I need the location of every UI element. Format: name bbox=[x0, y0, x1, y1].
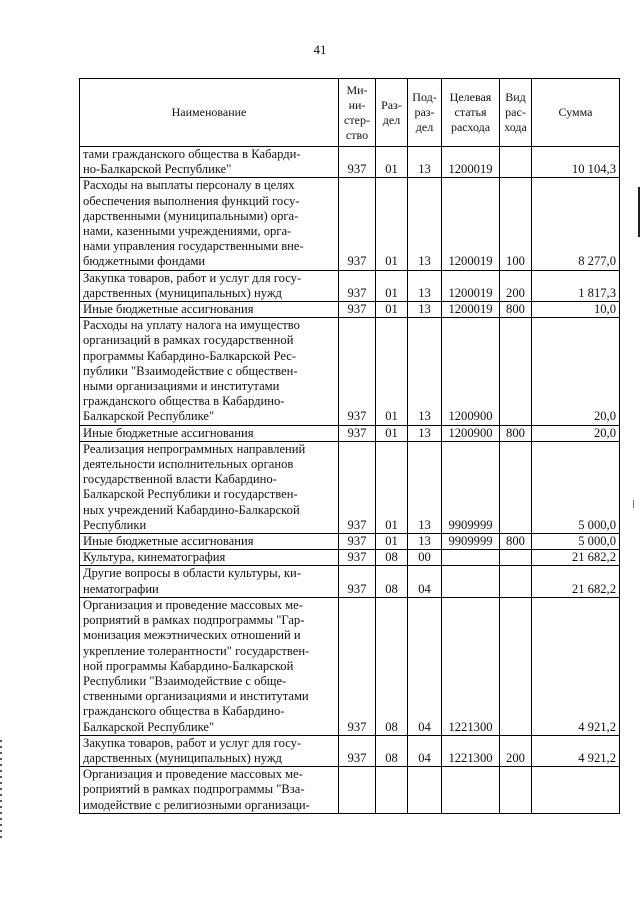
scan-edge-marks bbox=[0, 740, 2, 840]
row-expense-type bbox=[500, 550, 532, 566]
row-ministry: 937 bbox=[339, 270, 376, 301]
row-ministry: 937 bbox=[339, 441, 376, 533]
row-name: Организация и проведение массовых ме- роприятий в рамках подпрограммы "Гар- монизация межэтнических отношений и укрепление толерантности" государствен- ной программы Кабардино-Балкарской Республики "Взаимодействие с обще- ственными организациями и институтами гражданского общества в Кабардино- Балкарской Республике" bbox=[80, 597, 339, 735]
row-ministry: 937 bbox=[339, 534, 376, 550]
row-subsection: 04 bbox=[408, 566, 442, 597]
row-ministry: 937 bbox=[339, 302, 376, 318]
row-target-article: 1221300 bbox=[442, 597, 500, 735]
row-name: Организация и проведение массовых ме- роприятий в рамках подпрограммы "Вза- имодействие с религиозными организаци- bbox=[80, 767, 339, 814]
row-ministry bbox=[339, 767, 376, 814]
table-row bbox=[80, 147, 620, 178]
row-sum: 8 277,0 bbox=[532, 178, 620, 270]
row-name: Реализация непрограммных направлений деятельности исполнительных органов государственной власти Кабардино- Балкарской Республики и государствен- ных учреждений Кабардино-Балкарской Республики bbox=[80, 441, 339, 533]
row-target-article bbox=[442, 767, 500, 814]
table-row bbox=[80, 441, 620, 533]
table-row bbox=[80, 767, 620, 814]
row-target-article: 1200900 bbox=[442, 425, 500, 441]
row-sum: 5 000,0 bbox=[532, 441, 620, 533]
row-sum: 4 921,2 bbox=[532, 735, 620, 766]
row-sum: 21 682,2 bbox=[532, 566, 620, 597]
row-sum: 4 921,2 bbox=[532, 597, 620, 735]
table-row bbox=[80, 566, 620, 597]
row-subsection: 04 bbox=[408, 735, 442, 766]
row-name: Расходы на уплату налога на имущество организаций в рамках государственной программы Кабардино-Балкарской Рес- публики "Взаимодействие с обществен- ными организациями и институтами гражданского общества в Кабардино- Балкарской Республике" bbox=[80, 318, 339, 425]
page-number: 41 bbox=[313, 42, 327, 57]
row-section: 08 bbox=[376, 597, 408, 735]
row-target-article: 1221300 bbox=[442, 735, 500, 766]
row-name: Иные бюджетные ассигнования bbox=[80, 534, 339, 550]
header-subsection: Под- раз- дел bbox=[408, 79, 442, 147]
row-expense-type bbox=[500, 767, 532, 814]
row-section: 01 bbox=[376, 318, 408, 425]
header-expense-type: Вид рас- хода bbox=[500, 79, 532, 147]
row-target-article: 1200019 bbox=[442, 302, 500, 318]
row-sum: 10,0 bbox=[532, 302, 620, 318]
row-expense-type: 200 bbox=[500, 735, 532, 766]
row-section: 01 bbox=[376, 270, 408, 301]
row-section: 01 bbox=[376, 302, 408, 318]
row-expense-type: 100 bbox=[500, 178, 532, 270]
row-ministry: 937 bbox=[339, 425, 376, 441]
row-sum: 20,0 bbox=[532, 425, 620, 441]
row-ministry: 937 bbox=[339, 550, 376, 566]
row-section: 01 bbox=[376, 147, 408, 178]
row-sum: 1 817,3 bbox=[532, 270, 620, 301]
row-name: Иные бюджетные ассигнования bbox=[80, 425, 339, 441]
row-subsection: 00 bbox=[408, 550, 442, 566]
row-target-article: 9909999 bbox=[442, 441, 500, 533]
row-sum bbox=[532, 767, 620, 814]
row-target-article: 9909999 bbox=[442, 534, 500, 550]
row-ministry: 937 bbox=[339, 147, 376, 178]
table-body bbox=[80, 147, 620, 814]
row-ministry: 937 bbox=[339, 735, 376, 766]
budget-table bbox=[79, 78, 620, 814]
row-subsection bbox=[408, 767, 442, 814]
row-ministry: 937 bbox=[339, 318, 376, 425]
header-section: Раз- дел bbox=[376, 79, 408, 147]
header-sum: Сумма bbox=[532, 79, 620, 147]
row-target-article: 1200019 bbox=[442, 147, 500, 178]
table-row bbox=[80, 425, 620, 441]
table-row bbox=[80, 270, 620, 301]
table-row bbox=[80, 597, 620, 735]
table-row bbox=[80, 534, 620, 550]
table-row bbox=[80, 735, 620, 766]
row-target-article: 1200019 bbox=[442, 178, 500, 270]
row-expense-type bbox=[500, 441, 532, 533]
header-target-article: Целевая статья расхода bbox=[442, 79, 500, 147]
row-name: тами гражданского общества в Кабарди- но-Балкарской Республике" bbox=[80, 147, 339, 178]
row-subsection: 13 bbox=[408, 147, 442, 178]
row-sum: 10 104,3 bbox=[532, 147, 620, 178]
row-name: Закупка товаров, работ и услуг для госу- дарственных (муниципальных) нужд bbox=[80, 270, 339, 301]
row-sum: 21 682,2 bbox=[532, 550, 620, 566]
row-section: 01 bbox=[376, 441, 408, 533]
row-expense-type bbox=[500, 318, 532, 425]
row-section: 08 bbox=[376, 550, 408, 566]
table-row bbox=[80, 178, 620, 270]
row-subsection: 13 bbox=[408, 302, 442, 318]
row-name: Закупка товаров, работ и услуг для госу- дарственных (муниципальных) нужд bbox=[80, 735, 339, 766]
row-section bbox=[376, 767, 408, 814]
row-subsection: 13 bbox=[408, 534, 442, 550]
row-name: Культура, кинематография bbox=[80, 550, 339, 566]
row-target-article bbox=[442, 550, 500, 566]
row-sum: 20,0 bbox=[532, 318, 620, 425]
row-section: 01 bbox=[376, 425, 408, 441]
row-sum: 5 000,0 bbox=[532, 534, 620, 550]
row-subsection: 13 bbox=[408, 425, 442, 441]
row-subsection: 13 bbox=[408, 270, 442, 301]
row-target-article bbox=[442, 566, 500, 597]
row-expense-type: 800 bbox=[500, 534, 532, 550]
row-ministry: 937 bbox=[339, 566, 376, 597]
row-section: 08 bbox=[376, 566, 408, 597]
row-expense-type bbox=[500, 147, 532, 178]
header-ministry: Ми- ни- стер- ство bbox=[339, 79, 376, 147]
row-target-article: 1200019 bbox=[442, 270, 500, 301]
row-expense-type: 800 bbox=[500, 302, 532, 318]
table-row bbox=[80, 550, 620, 566]
row-section: 01 bbox=[376, 178, 408, 270]
row-ministry: 937 bbox=[339, 597, 376, 735]
margin-dot bbox=[633, 500, 634, 508]
row-section: 01 bbox=[376, 534, 408, 550]
row-ministry: 937 bbox=[339, 178, 376, 270]
row-expense-type: 200 bbox=[500, 270, 532, 301]
row-section: 08 bbox=[376, 735, 408, 766]
row-name: Расходы на выплаты персоналу в целях обеспечения выполнения функций госу- дарственными (муниципальными) орга- нами, казенными учреждениями, орга- нами управления государственными вне- бюджетными фондами bbox=[80, 178, 339, 270]
row-expense-type bbox=[500, 597, 532, 735]
row-subsection: 13 bbox=[408, 441, 442, 533]
row-name: Иные бюджетные ассигнования bbox=[80, 302, 339, 318]
row-expense-type: 800 bbox=[500, 425, 532, 441]
row-subsection: 13 bbox=[408, 318, 442, 425]
row-expense-type bbox=[500, 566, 532, 597]
header-name: Наименование bbox=[80, 79, 339, 147]
row-subsection: 13 bbox=[408, 178, 442, 270]
table-header-row bbox=[80, 79, 620, 147]
table-row bbox=[80, 302, 620, 318]
table-row bbox=[80, 318, 620, 425]
row-target-article: 1200900 bbox=[442, 318, 500, 425]
row-name: Другие вопросы в области культуры, ки- нематографии bbox=[80, 566, 339, 597]
row-subsection: 04 bbox=[408, 597, 442, 735]
